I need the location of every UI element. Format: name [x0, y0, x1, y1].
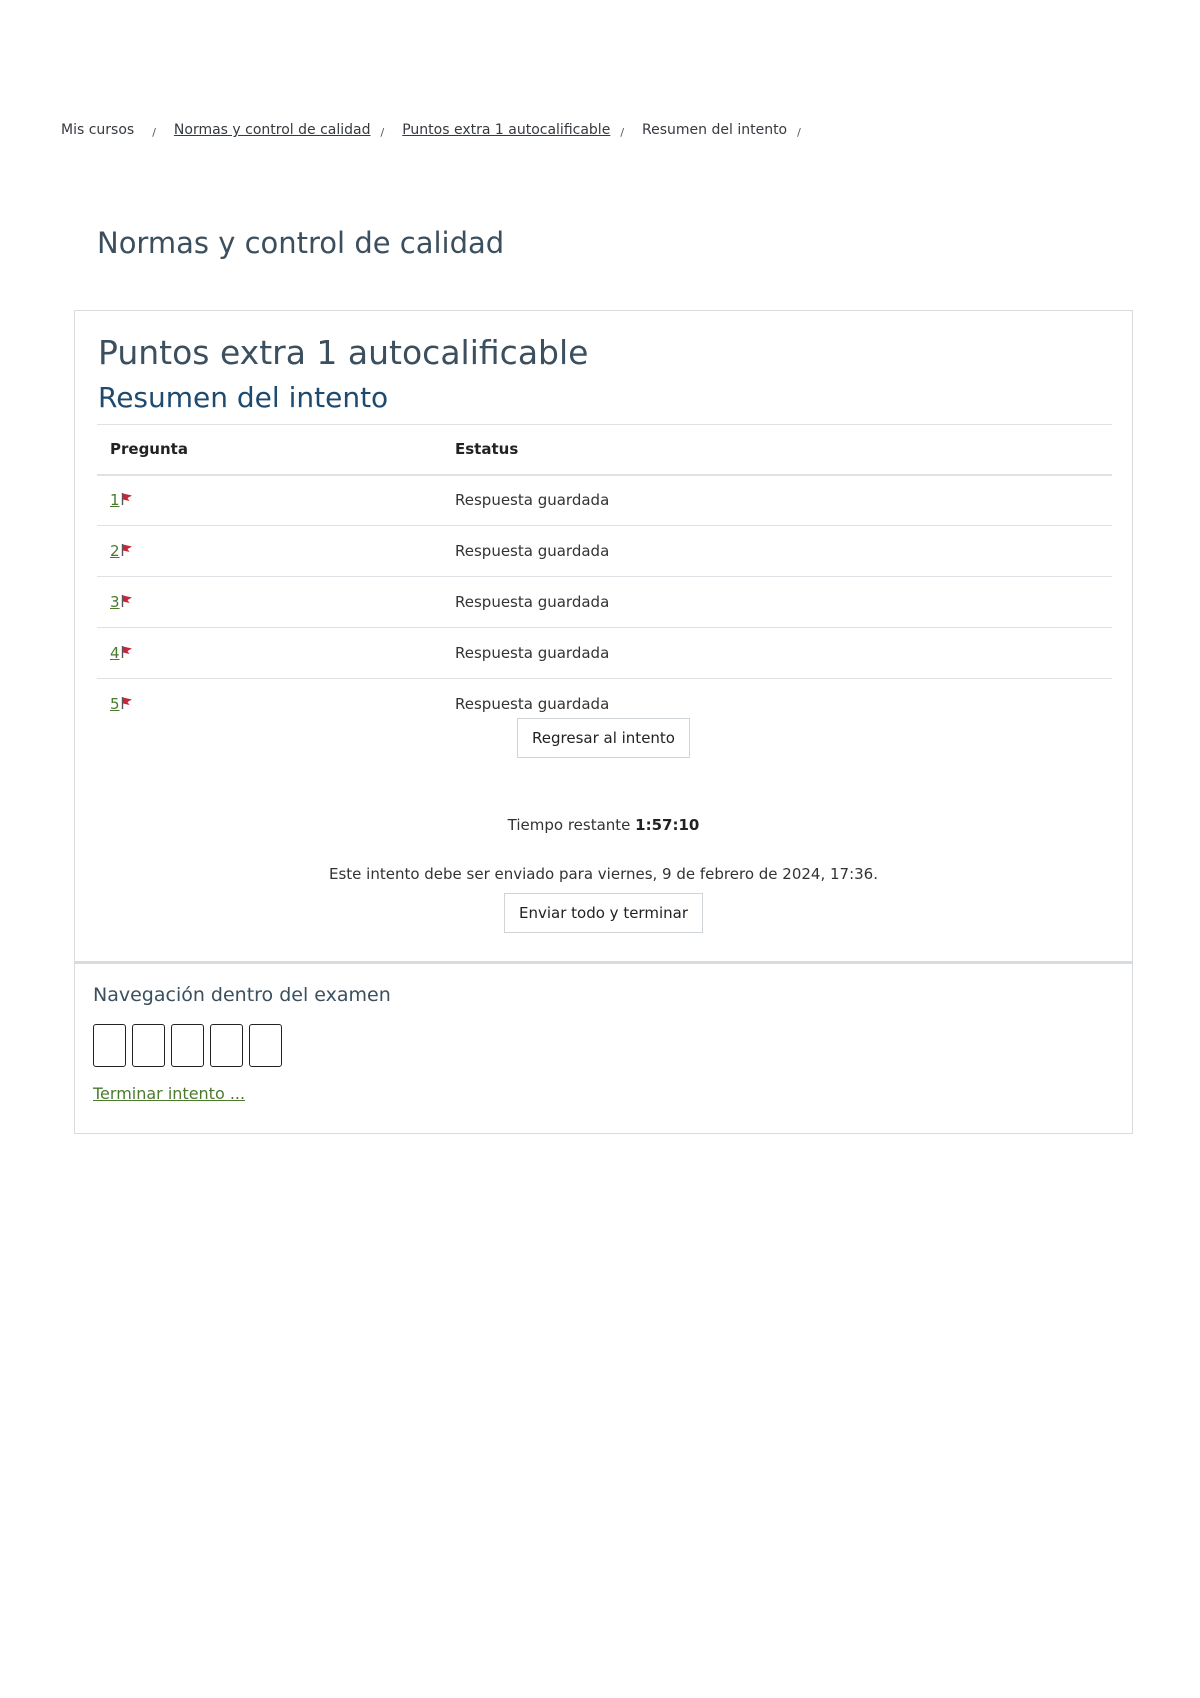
due-date-text: Este intento debe ser enviado para viernes, 9 de febrero de 2024, 17:36. [328, 865, 878, 883]
status-cell: Respuesta guardada [442, 577, 1112, 628]
flag-icon [121, 696, 133, 710]
attempt-summary-card [74, 310, 1133, 962]
breadcrumb-separator: / [380, 125, 385, 139]
question-link[interactable]: 1 [110, 491, 120, 510]
flag-icon [121, 492, 133, 506]
quiz-navigation-title: Navegación dentro del examen [93, 984, 391, 1006]
breadcrumb-my-courses: Mis cursos [61, 122, 135, 138]
time-remaining-value: 1:57:10 [635, 816, 700, 834]
breadcrumb [61, 122, 819, 138]
question-nav-buttons [93, 1024, 282, 1067]
question-nav-button[interactable] [210, 1024, 243, 1067]
breadcrumb-separator: / [152, 125, 156, 139]
time-remaining-label: Tiempo restante [507, 816, 631, 834]
status-cell: Respuesta guardada [442, 475, 1112, 526]
breadcrumb-current: Resumen del intento [642, 122, 788, 138]
flag-icon [121, 543, 133, 557]
status-cell: Respuesta guardada [442, 628, 1112, 679]
question-nav-button[interactable] [249, 1024, 282, 1067]
question-cell [97, 475, 442, 526]
question-cell [97, 628, 442, 679]
question-nav-button[interactable] [132, 1024, 165, 1067]
question-link[interactable]: 2 [110, 542, 120, 560]
quiz-navigation [74, 962, 1133, 1134]
table-row [97, 526, 1112, 577]
question-link[interactable]: 5 [110, 695, 120, 714]
question-cell [97, 526, 442, 577]
course-title: Normas y control de calidad [97, 226, 505, 260]
summary-table [97, 424, 1112, 730]
quiz-title: Puntos extra 1 autocalificable [98, 333, 589, 372]
breadcrumb-course-link[interactable]: Normas y control de calidad [173, 122, 371, 138]
time-remaining [75, 816, 1132, 834]
submit-all-button[interactable]: Enviar todo y terminar [504, 893, 703, 933]
table-row [97, 577, 1112, 628]
column-header-status: Estatus [442, 425, 1112, 475]
status-cell: Respuesta guardada [455, 695, 610, 714]
question-cell [97, 577, 442, 628]
table-row [97, 475, 1112, 526]
return-button-wrap [75, 718, 1132, 758]
flag-icon [121, 645, 133, 659]
question-link[interactable]: 3 [110, 593, 120, 611]
summary-title: Resumen del intento [98, 381, 389, 414]
question-link[interactable]: 4 [110, 644, 120, 662]
breadcrumb-separator: / [620, 125, 625, 139]
table-header-row [97, 425, 1112, 475]
status-cell: Respuesta guardada [442, 526, 1112, 577]
breadcrumb-separator: / [797, 125, 801, 139]
breadcrumb-quiz-link[interactable]: Puntos extra 1 autocalificable [402, 122, 611, 138]
return-to-attempt-button[interactable]: Regresar al intento [517, 718, 690, 758]
submit-button-wrap [75, 893, 1132, 933]
column-header-question: Pregunta [97, 425, 442, 475]
table-row [97, 628, 1112, 679]
flag-icon [121, 594, 133, 608]
question-nav-button[interactable] [171, 1024, 204, 1067]
question-nav-button[interactable] [93, 1024, 126, 1067]
finish-attempt-link[interactable]: Terminar intento ... [93, 1084, 246, 1103]
